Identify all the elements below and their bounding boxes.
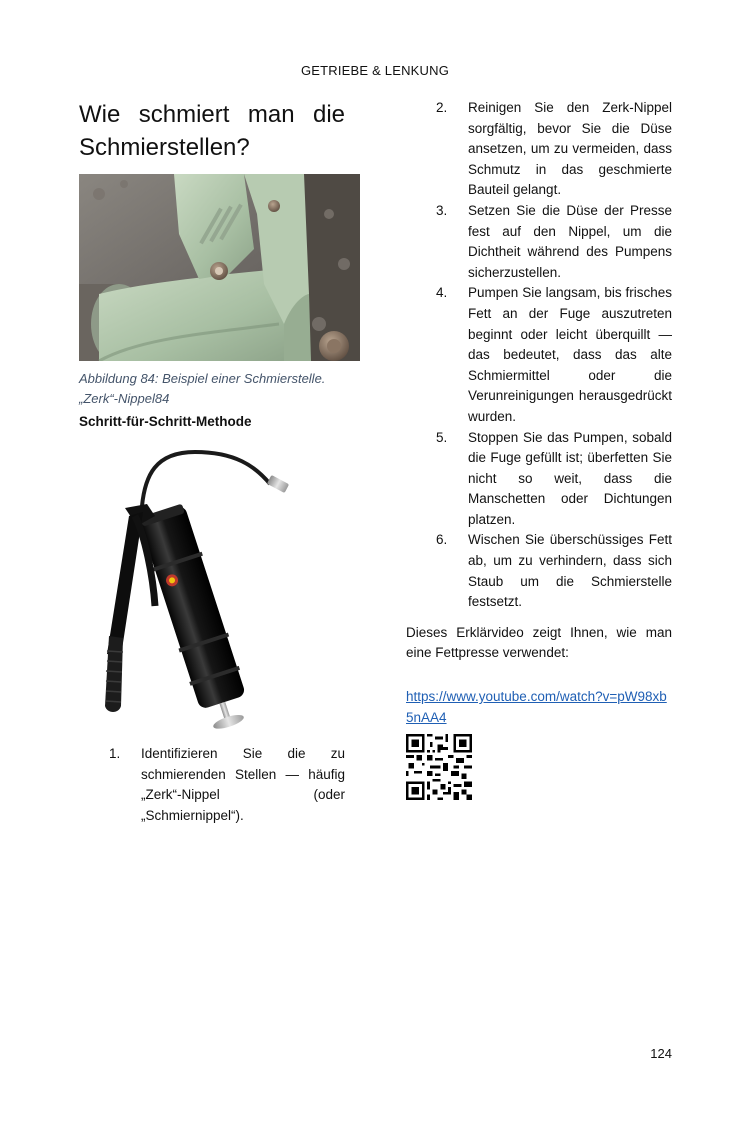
- figure-caption: Abbildung 84: Beispiel einer Schmierstelle. „Zerk“-Nippel84: [79, 371, 326, 406]
- page-number: 124: [650, 1046, 672, 1061]
- list-item: [406, 530, 672, 612]
- step-number: 6.: [436, 532, 448, 548]
- left-column: [79, 98, 345, 823]
- section-title: Wie schmiert man die Schmierstellen?: [79, 101, 345, 161]
- step-text: Identifizieren Sie die zu schmierenden Stellen — häufig „Zerk“-Nippel (oder „Schmiernippel“).: [141, 746, 345, 823]
- step-number: 5.: [436, 429, 448, 445]
- method-heading: Schritt-für-Schritt-Methode: [79, 414, 252, 429]
- video-link[interactable]: https://www.youtube.com/watch?v=pW98xb5nAA4: [406, 689, 667, 725]
- list-item: [79, 744, 345, 826]
- list-item: [406, 428, 672, 531]
- grease-gun-photo: [85, 446, 293, 738]
- list-item: [406, 201, 672, 283]
- video-intro: Dieses Erklärvideo zeigt Ihnen, wie man eine Fettpresse verwendet:: [406, 624, 672, 661]
- step-text: Setzen Sie die Düse der Presse fest auf den Nippel, um die Dichtheit während des Pumpens sicherzustellen.: [468, 202, 672, 280]
- qr-code-icon: [406, 734, 472, 800]
- step-number: 2.: [436, 100, 448, 115]
- list-item: [406, 283, 672, 427]
- step-number: 3.: [436, 202, 448, 218]
- steps-list-left: [79, 744, 345, 826]
- step-text: Reinigen Sie den Zerk-Nippel sorgfältig, bevor Sie die Düse ansetzen, um zu vermeiden, dass Schmutz in das geschmierte Bauteil gelangt.: [468, 100, 672, 198]
- running-header: GETRIEBE & LENKUNG: [300, 63, 450, 78]
- grease-nipple-photo: [79, 174, 360, 361]
- step-text: Stoppen Sie das Pumpen, sobald die Fuge gefüllt ist; überfetten Sie nicht so weit, dass die Manschetten oder Dichtungen platzen.: [468, 429, 672, 527]
- step-number: 4.: [436, 285, 448, 301]
- steps-list-right: [406, 98, 672, 613]
- step-text: Wischen Sie überschüssiges Fett ab, um zu verhindern, dass sich Staub um die Schmierstelle festsetzt.: [468, 532, 672, 610]
- list-item: [406, 98, 672, 201]
- step-number: 1.: [109, 746, 121, 761]
- step-text: Pumpen Sie langsam, bis frisches Fett an der Fuge auszutreten beginnt oder leicht überquillt — das bedeutet, dass das alte Schmiermittel oder die Verunreinigungen herausgedrückt wurden.: [468, 285, 672, 424]
- right-column: [406, 98, 672, 800]
